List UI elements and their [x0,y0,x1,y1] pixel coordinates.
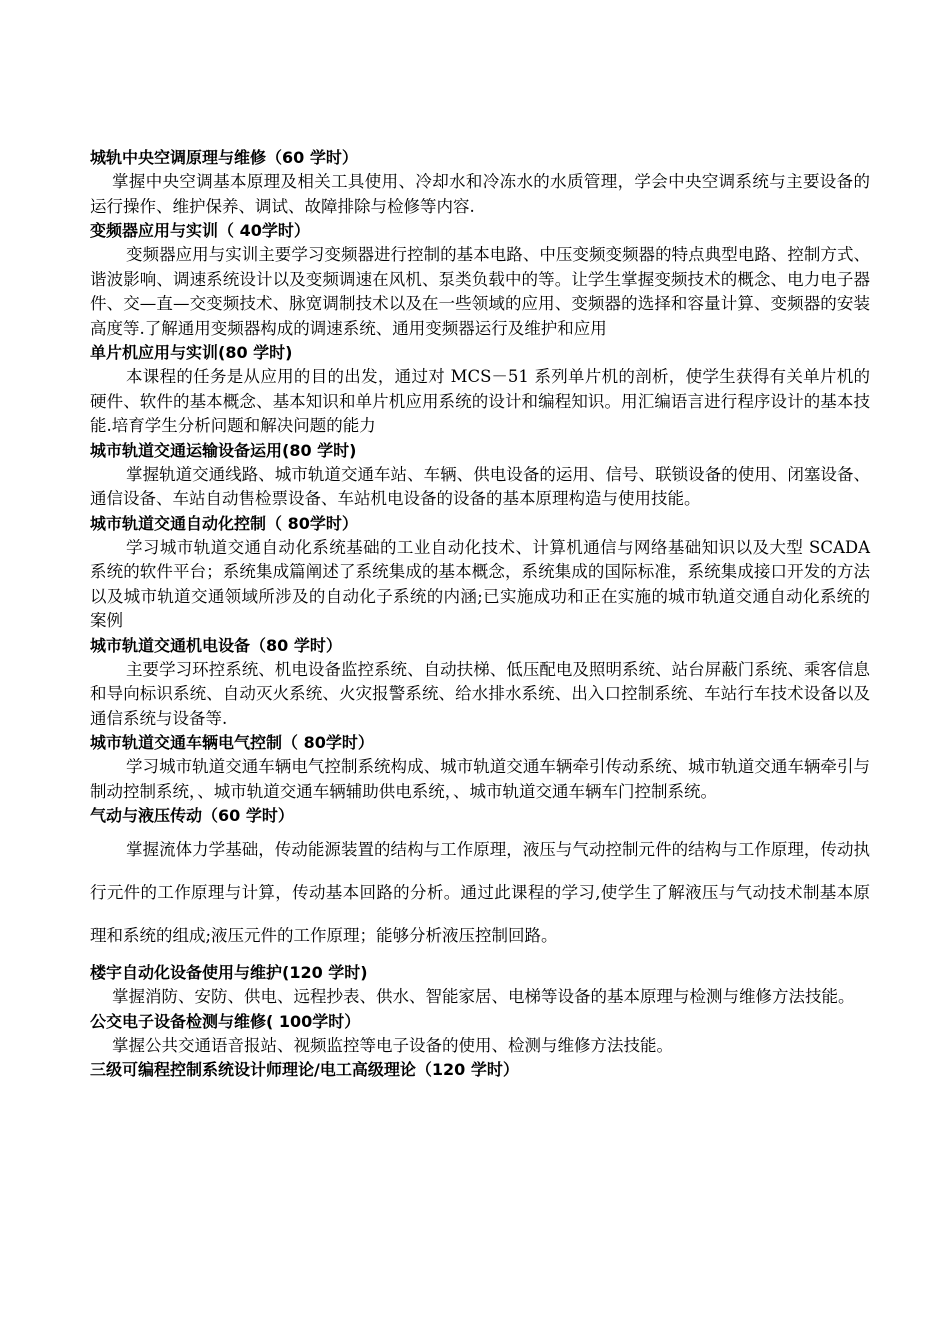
document-page [90,146,870,1082]
course-description: 掌握中央空调基本原理及相关工具使用、冷却水和冷冻水的水质管理，学会中央空调系统与主要设备的运行操作、维护保养、调试、故障排除与检修等内容. [90,172,870,216]
course-title: 变频器应用与实训（ 40学时） [90,221,310,240]
course-description: 主要学习环控系统、机电设备监控系统、自动扶梯、低压配电及照明系统、站台屏蔽门系统、乘客信息和导向标识系统、自动灭火系统、火灾报警系统、给水排水系统、出入口控制系统、车站行车技术设备以及通信系统与设备等. [90,659,870,728]
course-description: 学习城市轨道交通车辆电气控制系统构成、城市轨道交通车辆牵引传动系统、城市轨道交通车辆牵引与制动控制系统，、城市轨道交通车辆辅助供电系统，、城市轨道交通车辆车门控制系统。 [90,757,870,801]
course-title: 城轨中央空调原理与维修（60 学时） [90,148,358,167]
course-description: 本课程的任务是从应用的目的出发，通过对 MCS－51 系列单片机的剖析，使学生获得有关单片机的硬件、软件的基本概念、基本知识和单片机应用系统的设计和编程知识。用汇编语言进行程序设计的基本技能.培育学生分析问题和解决问题的能力 [90,367,870,435]
course-title: 气动与液压传动（60 学时） [90,806,294,825]
course-description: 掌握消防、安防、供电、远程抄表、供水、智能家居、电梯等设备的基本原理与检测与维修方法技能。 [112,987,855,1006]
course-title: 三级可编程控制系统设计师理论/电工高级理论（120 学时） [90,1060,519,1079]
course-title: 城市轨道交通机电设备（80 学时） [90,635,342,655]
course-title: 城市轨道交通自动化控制（ 80学时） [90,513,358,533]
course-description: 学习城市轨道交通自动化系统基础的工业自动化技术、计算机通信与网络基础知识以及大型 SCADA 系统的软件平台；系统集成篇阐述了系统集成的基本概念，系统集成的国际标准，系统集成接口开发的方法以及城市轨道交通领域所涉及的自动化子系统的内涵;已实施成功和正在实施的城市轨道交通自动化系统的案例 [90,537,870,630]
course-description: 掌握流体力学基础，传动能源装置的结构与工作原理，液压与气动控制元件的结构与工作原理，传动执行元件的工作原理与计算，传动基本回路的分析。通过此课程的学习,使学生了解液压与气动技术制基本原理和系统的组成;液压元件的工作原理；能够分析液压控制回路。 [90,840,870,945]
course-title: 单片机应用与实训(80 学时) [90,343,293,362]
course-title: 公交电子设备检测与维修( 100学时） [90,1011,361,1031]
course-description: 掌握轨道交通线路、城市轨道交通车站、车辆、供电设备的运用、信号、联锁设备的使用、闭塞设备、通信设备、车站自动售检票设备、车站机电设备的设备的基本原理构造与使用技能。 [90,464,870,508]
course-title: 楼宇自动化设备使用与维护(120 学时) [90,963,368,982]
course-description: 掌握公共交通语音报站、视频监控等电子设备的使用、检测与维修方法技能。 [112,1035,673,1055]
course-description: 变频器应用与实训主要学习变频器进行控制的基本电路、中压变频变频器的特点典型电路、控制方式、谐波影响、调速系统设计以及变频调速在风机、泵类负载中的等。让学生掌握变频技术的概念、电力电子器件、交—直—交变频技术、脉宽调制技术以及在一些领域的应用、变频器的选择和容量计算、变频器的安装高度等.了解通用变频器构成的调速系统、通用变频器运行及维护和应用 [90,245,870,338]
course-title: 城市轨道交通运输设备运用(80 学时) [90,440,357,460]
course-title: 城市轨道交通车辆电气控制（ 80学时） [90,733,374,752]
